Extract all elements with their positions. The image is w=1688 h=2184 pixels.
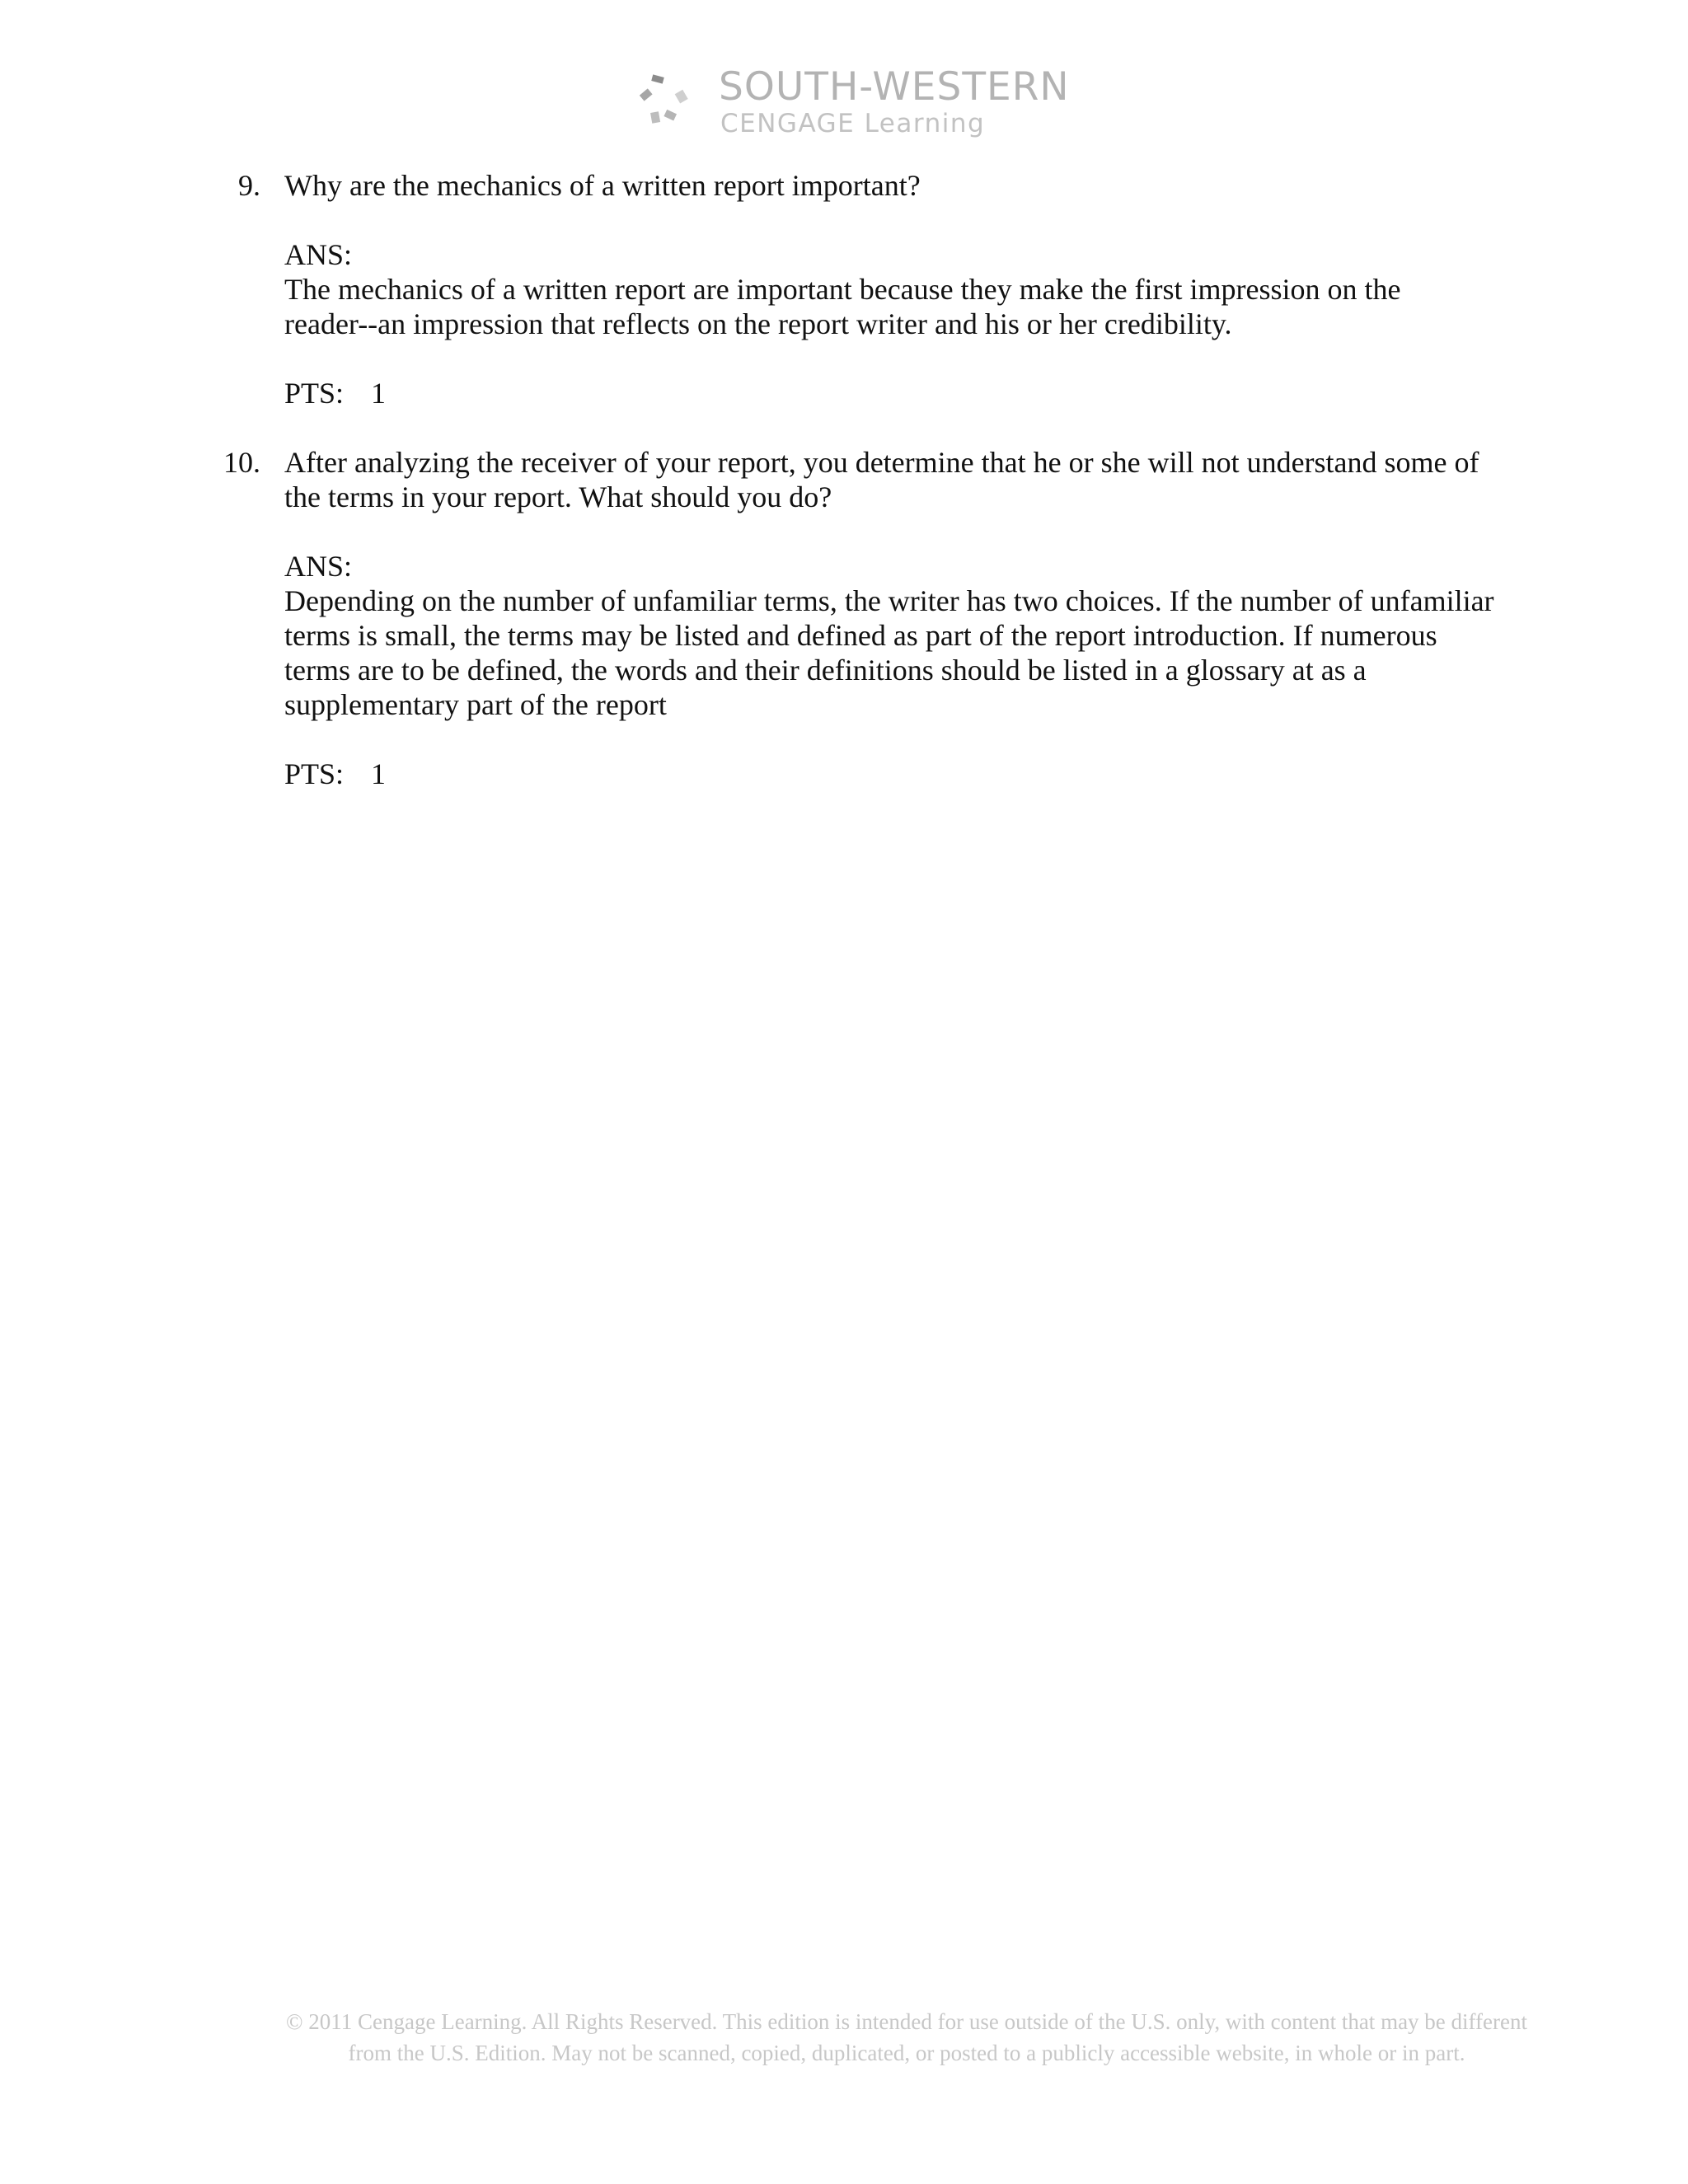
copyright-footer: [247, 2006, 1566, 2069]
points-label: PTS:: [284, 377, 345, 410]
answer-label: ANS:: [284, 238, 353, 271]
question-body: [284, 445, 1537, 791]
question-body: [284, 168, 1537, 410]
question-number: 9.: [238, 169, 260, 202]
answer-text-line: supplementary part of the report: [284, 688, 667, 721]
points-label: PTS:: [284, 757, 345, 790]
question-text-line: the terms in your report. What should you do?: [284, 480, 832, 513]
answer-text-line: reader--an impression that reflects on the report writer and his or her credibility.: [284, 307, 1232, 340]
answer-text-line: terms are to be defined, the words and their definitions should be listed in a glossary at as a: [284, 654, 1367, 687]
question-text-line: After analyzing the receiver of your report, you determine that he or she will not understand some of: [284, 446, 1479, 479]
copyright-line: from the U.S. Edition. May not be scanned, copied, duplicated, or posted to a publicly accessible website, in whole or in part.: [348, 2041, 1465, 2065]
question-text-line: Why are the mechanics of a written report important?: [284, 169, 921, 202]
question-number: 10.: [223, 446, 260, 479]
publisher-logo: [633, 64, 1070, 140]
answer-label: ANS:: [284, 550, 353, 583]
points-row: [284, 376, 1537, 410]
copyright-line: © 2011 Cengage Learning. All Rights Reserved. This edition is intended for use outside of the U.S. only, with content that may be different: [286, 2009, 1527, 2034]
points-value: 1: [371, 377, 386, 410]
logo-title: SOUTH-WESTERN: [719, 64, 1070, 110]
points-value: 1: [371, 757, 386, 790]
cengage-swirl-icon: [633, 64, 707, 138]
answer-text-line: The mechanics of a written report are important because they make the first impression on the: [284, 273, 1401, 306]
logo-subtitle: CENGAGE Learning: [720, 109, 986, 138]
answer-text-line: terms is small, the terms may be listed and defined as part of the report introduction. If numerous: [284, 619, 1437, 652]
answer-text-line: Depending on the number of unfamiliar terms, the writer has two choices. If the number of unfamiliar: [284, 584, 1494, 617]
points-row: [284, 757, 1537, 791]
